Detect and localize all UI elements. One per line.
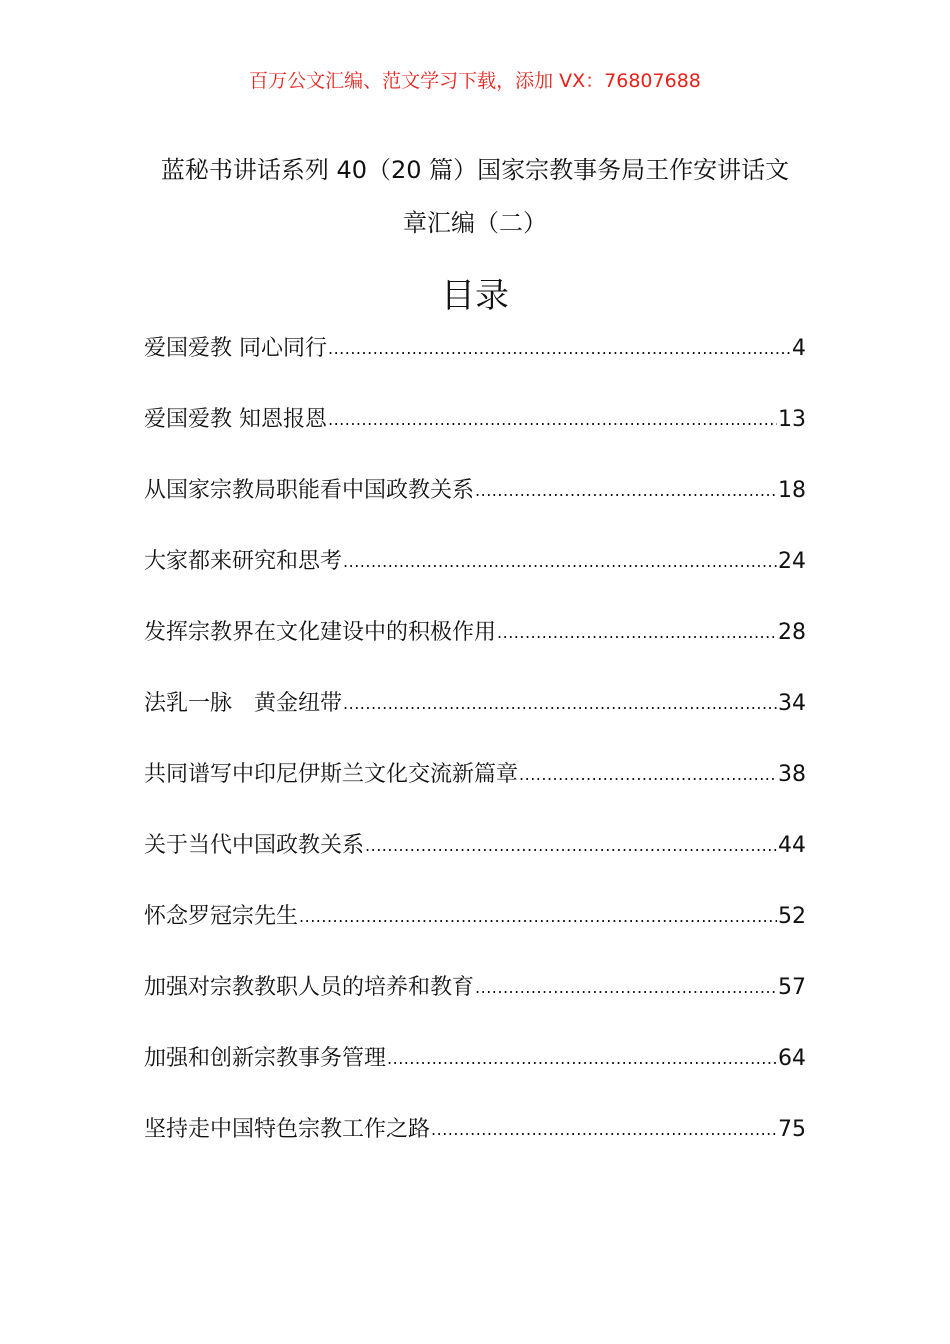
toc-entry[interactable] bbox=[144, 1113, 806, 1184]
toc-entry-page: 13 bbox=[778, 407, 806, 432]
toc-entry-page: 75 bbox=[778, 1117, 806, 1142]
toc-entry[interactable] bbox=[144, 758, 806, 829]
toc-dot-leader bbox=[365, 828, 777, 863]
toc-dot-leader bbox=[343, 686, 777, 721]
toc-entry[interactable] bbox=[144, 900, 806, 971]
table-of-contents bbox=[144, 332, 806, 1184]
toc-entry[interactable] bbox=[144, 829, 806, 900]
document-title bbox=[142, 150, 808, 243]
toc-dot-leader bbox=[328, 331, 791, 366]
toc-entry-title: 大家都来研究和思考 bbox=[144, 549, 343, 574]
toc-entry-page: 38 bbox=[778, 762, 806, 787]
toc-entry-page: 52 bbox=[778, 904, 806, 929]
toc-entry-title: 怀念罗冠宗先生 bbox=[144, 904, 299, 929]
toc-entry[interactable] bbox=[144, 616, 806, 687]
toc-entry-page: 64 bbox=[778, 1046, 806, 1071]
toc-entry-title: 爱国爱教 同心同行 bbox=[144, 336, 327, 361]
toc-entry[interactable] bbox=[144, 403, 806, 474]
toc-dot-leader bbox=[431, 1112, 777, 1147]
toc-entry-title: 共同谱写中印尼伊斯兰文化交流新篇章 bbox=[144, 762, 519, 787]
toc-dot-leader bbox=[475, 970, 777, 1005]
toc-entry-title: 法乳一脉 黄金纽带 bbox=[144, 691, 343, 716]
toc-entry-page: 57 bbox=[778, 975, 806, 1000]
toc-entry-title: 从国家宗教局职能看中国政教关系 bbox=[144, 478, 475, 503]
toc-dot-leader bbox=[387, 1041, 777, 1076]
toc-dot-leader bbox=[328, 402, 777, 437]
document-title-line-2: 章汇编（二） bbox=[403, 209, 547, 237]
toc-entry-title: 发挥宗教界在文化建设中的积极作用 bbox=[144, 620, 497, 645]
toc-heading: 目录 bbox=[441, 276, 509, 316]
toc-entry-page: 28 bbox=[778, 620, 806, 645]
toc-dot-leader bbox=[299, 899, 777, 934]
toc-entry[interactable] bbox=[144, 971, 806, 1042]
toc-entry-title: 加强对宗教教职人员的培养和教育 bbox=[144, 975, 475, 1000]
toc-entry[interactable] bbox=[144, 1042, 806, 1113]
toc-entry-title: 坚持走中国特色宗教工作之路 bbox=[144, 1117, 431, 1142]
promo-banner: 百万公文汇编、范文学习下载，添加 VX：76807688 bbox=[249, 70, 701, 92]
toc-entry-title: 加强和创新宗教事务管理 bbox=[144, 1046, 387, 1071]
toc-entry-title: 关于当代中国政教关系 bbox=[144, 833, 365, 858]
toc-dot-leader bbox=[497, 615, 777, 650]
toc-entry-page: 18 bbox=[778, 478, 806, 503]
toc-dot-leader bbox=[475, 473, 777, 508]
toc-entry-title: 爱国爱教 知恩报恩 bbox=[144, 407, 327, 432]
toc-entry-page: 44 bbox=[778, 833, 806, 858]
document-title-line-1: 蓝秘书讲话系列 40（20 篇）国家宗教事务局王作安讲话文 bbox=[160, 156, 790, 184]
toc-entry[interactable] bbox=[144, 474, 806, 545]
toc-dot-leader bbox=[519, 757, 777, 792]
toc-entry[interactable] bbox=[144, 545, 806, 616]
toc-entry[interactable] bbox=[144, 687, 806, 758]
toc-entry-page: 4 bbox=[792, 336, 806, 361]
toc-entry[interactable] bbox=[144, 332, 806, 403]
toc-entry-page: 24 bbox=[778, 549, 806, 574]
toc-dot-leader bbox=[343, 544, 777, 579]
toc-entry-page: 34 bbox=[778, 691, 806, 716]
